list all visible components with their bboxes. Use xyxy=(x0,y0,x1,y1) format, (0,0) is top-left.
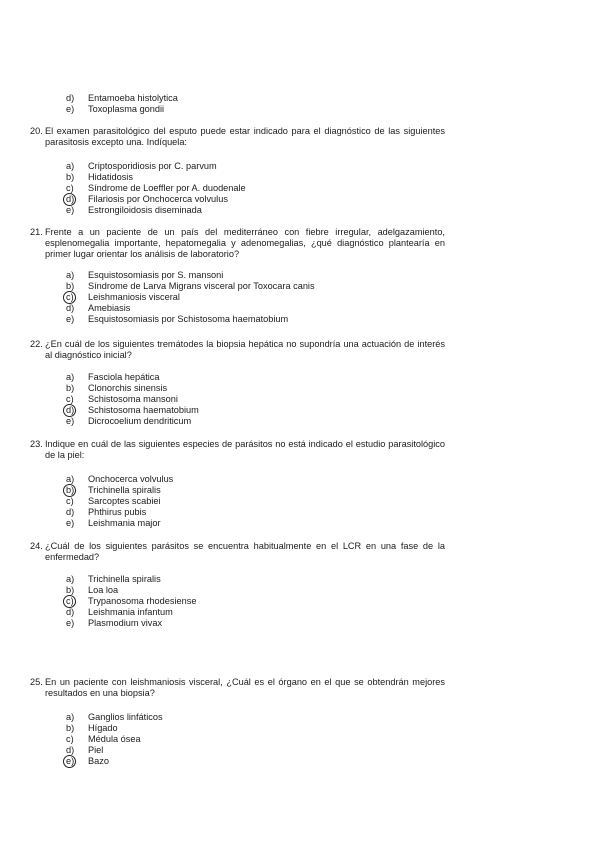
option-text: Trypanosoma rhodesiense xyxy=(88,596,197,607)
option-letter: d) xyxy=(66,194,80,205)
option-text: Phthirus pubis xyxy=(88,507,147,518)
option-text: Piel xyxy=(88,745,104,756)
option-letter: b) xyxy=(66,281,75,292)
option-text: Hidatidosis xyxy=(88,172,133,183)
option-text: Filariosis por Onchocerca volvulus xyxy=(88,194,228,205)
question-number: 22. xyxy=(30,339,43,349)
answer-circle-mark xyxy=(63,193,76,206)
option-text: Leishmania infantum xyxy=(88,607,173,618)
option-text: Amebiasis xyxy=(88,303,131,314)
option-letter: c) xyxy=(66,394,74,405)
option-text: Trichinella spiralis xyxy=(88,485,161,496)
option-letter: b) xyxy=(66,383,75,394)
option-letter: b) xyxy=(66,485,80,496)
option-letter: e) xyxy=(66,518,75,529)
question-number: 23. xyxy=(30,439,43,449)
option-text: Trichinella spiralis xyxy=(88,574,161,584)
option-letter: a) xyxy=(66,161,75,171)
option-text: Schistosoma haematobium xyxy=(88,405,199,416)
option-text: Sarcoptes scabiei xyxy=(88,496,161,507)
option-text: Schistosoma mansoni xyxy=(88,394,178,405)
answer-circle-mark xyxy=(63,291,76,304)
option-text: Fasciola hepática xyxy=(88,372,160,382)
question-text: ¿Cuál de los siguientes parásitos se encuentra habitualmente en el LCR en una fase de la enfermedad? xyxy=(45,541,445,562)
option-text: Dicrocoelium dendriticum xyxy=(88,416,192,427)
option-letter: e) xyxy=(66,314,75,325)
option-letter: a) xyxy=(66,270,75,280)
question-number: 20. xyxy=(30,126,43,136)
option-text: Toxoplasma gondii xyxy=(88,104,165,114)
option-letter: d) xyxy=(66,93,75,103)
option-text: Entamoeba histolytica xyxy=(88,93,178,103)
option-letter: c) xyxy=(66,734,74,745)
option-letter: d) xyxy=(66,745,75,756)
option-text: Bazo xyxy=(88,756,109,767)
option-letter: e) xyxy=(66,618,75,629)
option-letter: a) xyxy=(66,574,75,584)
option-letter: d) xyxy=(66,405,80,416)
question-number: 24. xyxy=(30,541,43,551)
option-text: Ganglios linfáticos xyxy=(88,712,163,722)
answer-circle-mark xyxy=(63,404,76,417)
question-text: ¿En cuál de los siguientes tremátodes la biopsia hepática no supondría una actuación de interés al diagnóstico inicial? xyxy=(45,339,445,360)
option-letter: b) xyxy=(66,172,75,183)
option-letter: b) xyxy=(66,723,75,734)
answer-circle-mark xyxy=(63,755,76,768)
option-letter: d) xyxy=(66,607,75,618)
option-text: Hígado xyxy=(88,723,118,734)
question-text: El examen parasitológico del esputo puede estar indicado para el diagnóstico de las siguientes parasitosis excepto una. Indíquela: xyxy=(45,126,445,147)
option-text: Estrongiloidosis diseminada xyxy=(88,205,202,216)
option-text: Leishmaniosis visceral xyxy=(88,292,180,303)
option-letter: d) xyxy=(66,507,75,518)
option-text: Leishmania major xyxy=(88,518,161,529)
option-text: Criptosporidiosis por C. parvum xyxy=(88,161,217,171)
option-text: Esquistosomiasis por S. mansoni xyxy=(88,270,224,280)
option-letter: c) xyxy=(66,183,74,194)
option-text: Plasmodium vivax xyxy=(88,618,163,629)
option-letter: c) xyxy=(66,496,74,507)
option-letter: a) xyxy=(66,372,75,382)
option-letter: d) xyxy=(66,303,75,314)
option-letter: e) xyxy=(66,756,80,767)
option-letter: e) xyxy=(66,104,75,114)
option-letter: b) xyxy=(66,585,75,596)
option-text: Clonorchis sinensis xyxy=(88,383,168,394)
option-text: Loa loa xyxy=(88,585,119,596)
option-text: Médula ósea xyxy=(88,734,141,745)
question-text: En un paciente con leishmaniosis visceral, ¿Cuál es el órgano en el que se obtendrán mejores resultados en una biopsia? xyxy=(45,677,445,698)
option-letter: a) xyxy=(66,474,75,484)
option-letter: e) xyxy=(66,205,75,216)
option-text: Síndrome de Larva Migrans visceral por Toxocara canis xyxy=(88,281,315,292)
option-text: Onchocerca volvulus xyxy=(88,474,174,484)
option-text: Esquistosomiasis por Schistosoma haematobium xyxy=(88,314,289,325)
question-number: 25. xyxy=(30,677,43,687)
option-letter: a) xyxy=(66,712,75,722)
answer-circle-mark xyxy=(63,595,76,608)
question-text: Frente a un paciente de un país del mediterráneo con fiebre irregular, adelgazamiento, esplenomegalia importante, hepatomegalia y adenomegalias, ¿qué diagnóstico plantearía en primer lugar orientar los análisis de laboratorio? xyxy=(45,227,445,259)
answer-circle-mark xyxy=(63,484,76,497)
option-letter: e) xyxy=(66,416,75,427)
question-text: Indique en cuál de las siguientes especies de parásitos no está indicado el estudio parasitológico de la piel: xyxy=(45,439,445,460)
option-letter: c) xyxy=(66,292,80,303)
option-text: Síndrome de Loeffler por A. duodenale xyxy=(88,183,246,194)
question-number: 21. xyxy=(30,227,43,237)
option-letter: c) xyxy=(66,596,80,607)
